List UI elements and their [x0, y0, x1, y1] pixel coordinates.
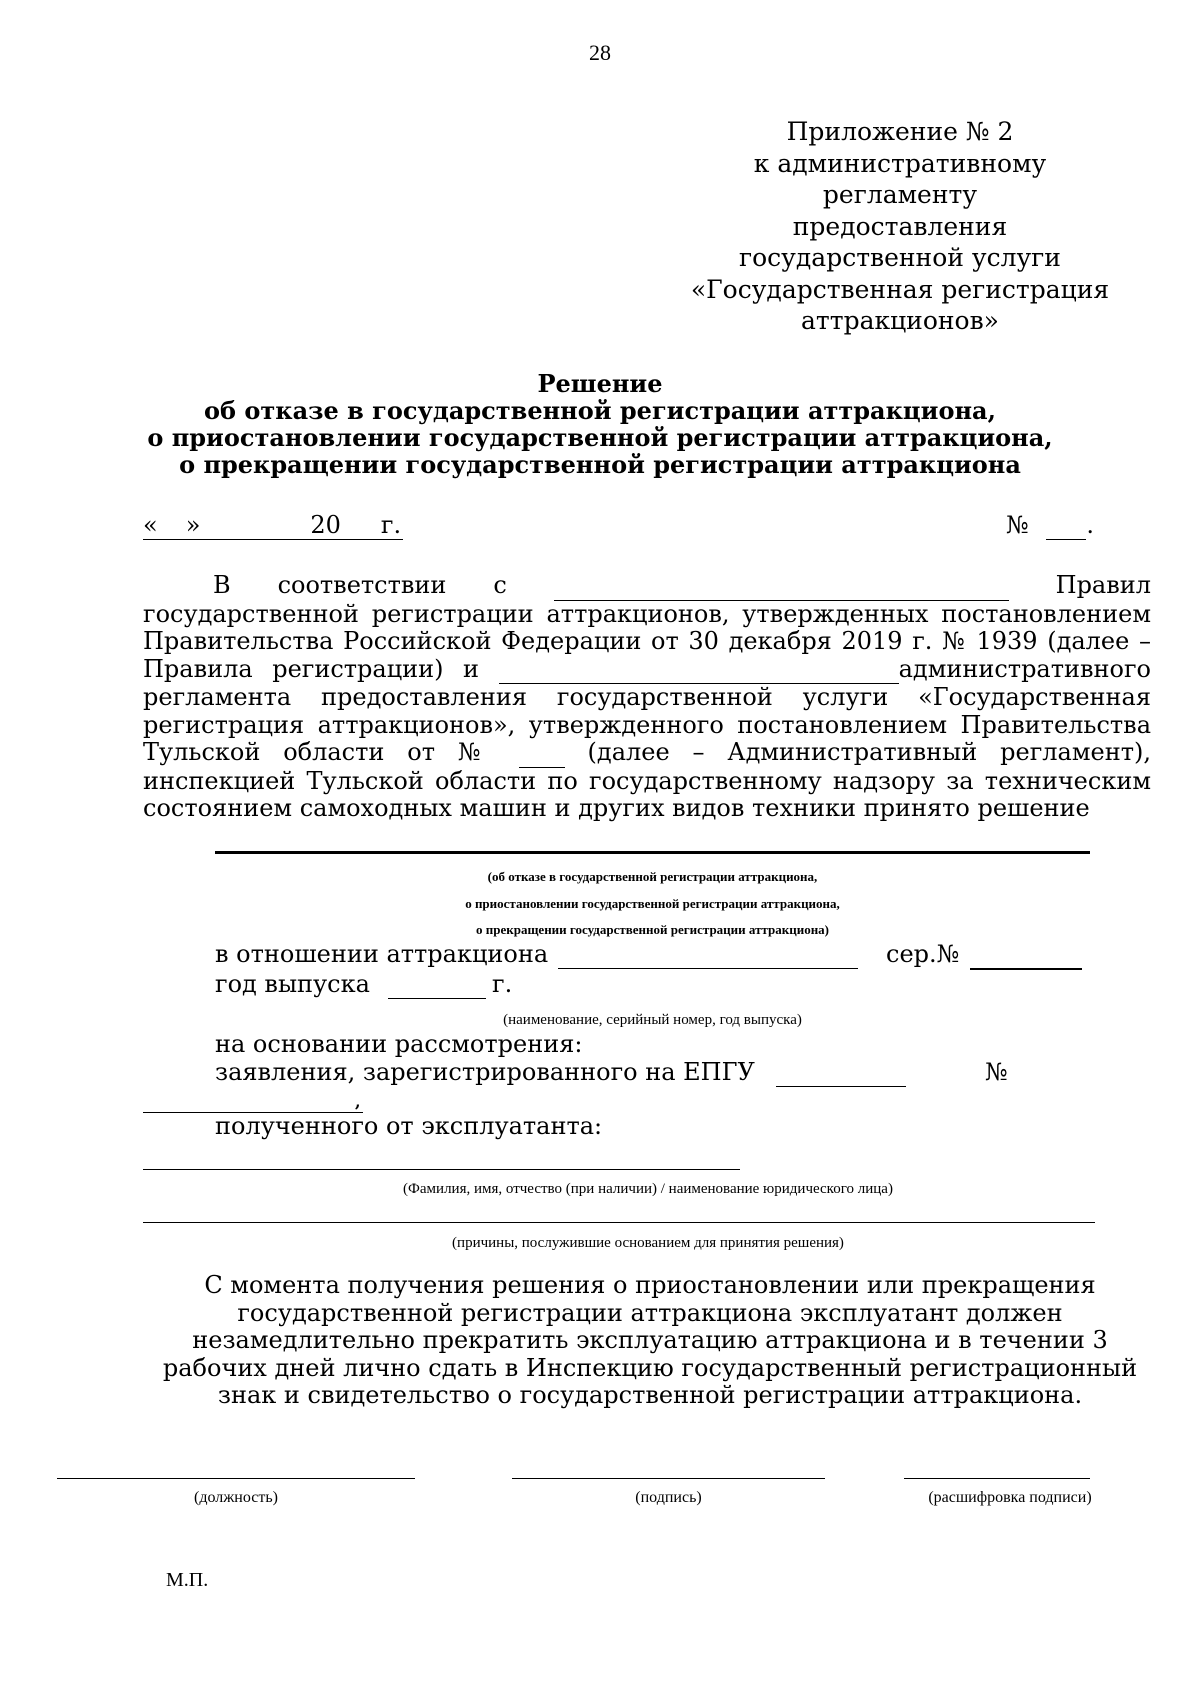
application-label: заявления, зарегистрированного на ЕПГУ [215, 1058, 755, 1086]
para-part-3: административного регламента предоставления государственной услуги «Государственная регистрация аттракционов», утвержденного постановлением Правительства Тульской области от № [143, 654, 1151, 766]
operator-blank-short [143, 1169, 740, 1170]
application-number-sign: № [985, 1058, 1008, 1086]
decision-line [215, 851, 1090, 854]
application-comma: , [355, 1092, 361, 1111]
number-dot: . [1086, 511, 1094, 539]
final-paragraph: С момента получения решения о приостановлении или прекращения государственной регистрации аттракциона эксплуатант должен незамедлительно прекратить эксплуатацию аттракциона и в течении 3 рабочих дней лично сдать в Инспекцию государственный регистрационный знак и свидетельство о государственной регистрации аттракциона. [162, 1271, 1138, 1409]
decision-hint [215, 864, 1090, 944]
resolution-number-blank [519, 739, 565, 768]
decoding-caption: (расшифровка подписи) [928, 1489, 1092, 1506]
para-part-1: В соответствии с [213, 571, 507, 599]
serial-label: сер.№ [886, 940, 960, 968]
application-date-blank [776, 1086, 906, 1087]
year-label: год выпуска [215, 970, 370, 998]
title-line: о приостановлении государственной регистрации аттракциона, [147, 423, 1053, 452]
signature-line [512, 1478, 825, 1479]
year-suffix: г. [492, 970, 513, 998]
appendix-line: государственной услуги [739, 243, 1061, 272]
para-part-4: (далее – Административный регламент), инспекцией Тульской области по государственному надзору за техническим состоянием самоходных машин и других видов техники принято решение [143, 738, 1151, 822]
attraction-label: в отношении аттракциона [215, 940, 549, 968]
rules-blank [554, 572, 1009, 601]
quote-open: « [143, 511, 158, 539]
reasons-blank [143, 1222, 1095, 1223]
position-line [57, 1478, 415, 1479]
number-row [1006, 511, 1094, 540]
signature-caption: (подпись) [635, 1489, 702, 1506]
page-number: 28 [589, 40, 611, 65]
year-blank [388, 998, 486, 999]
number-blank [1046, 511, 1086, 540]
appendix-line: к административному регламенту [753, 148, 1047, 209]
year-prefix: 20 [310, 511, 341, 539]
quote-close: » [185, 511, 201, 539]
para-part-2: Правил государственной регистрации аттракционов, утвержденных постановлением Правительства Российской Федерации от 30 декабря 2019 г. № 1939 (далее – Правила регистрации) и [143, 571, 1151, 683]
title-line: об отказе в государственной регистрации аттракциона, [204, 396, 996, 425]
decision-hint-line: о прекращении государственной регистрации аттракциона) [475, 922, 830, 937]
appendix-line: Приложение № 2 [786, 117, 1014, 146]
appendix-block [680, 116, 1120, 337]
document-title [0, 370, 1200, 478]
regulation-blank [499, 656, 899, 685]
year-suffix: г. [380, 511, 402, 539]
appendix-line: аттракционов» [801, 306, 999, 335]
decoding-line [904, 1478, 1090, 1479]
date-underline [143, 511, 403, 540]
appendix-line: «Государственная регистрация [690, 274, 1110, 304]
position-caption: (должность) [194, 1489, 278, 1506]
decision-hint-line: (об отказе в государственной регистрации аттракциона, [487, 869, 818, 884]
title-line: о прекращении государственной регистрации аттракциона [179, 450, 1021, 479]
seal-mark: М.П. [166, 1569, 209, 1591]
reasons-hint: (причины, послужившие основанием для принятия решения) [452, 1235, 844, 1251]
appendix-line: предоставления [792, 211, 1008, 241]
attraction-hint: (наименование, серийный номер, год выпуска) [503, 1012, 802, 1028]
title-heading: Решение [537, 369, 663, 398]
attraction-blank [558, 968, 858, 969]
operator-hint: (Фамилия, имя, отчество (при наличии) / наименование юридического лица) [403, 1181, 893, 1197]
decision-hint-line: о приостановлении государственной регистрации аттракциона, [465, 895, 840, 911]
number-sign: № [1006, 511, 1029, 539]
received-label: полученного от эксплуатанта: [215, 1112, 603, 1140]
main-paragraph [143, 572, 1151, 823]
serial-blank [970, 968, 1082, 970]
date-row [143, 511, 403, 540]
basis-label: на основании рассмотрения: [215, 1030, 583, 1058]
